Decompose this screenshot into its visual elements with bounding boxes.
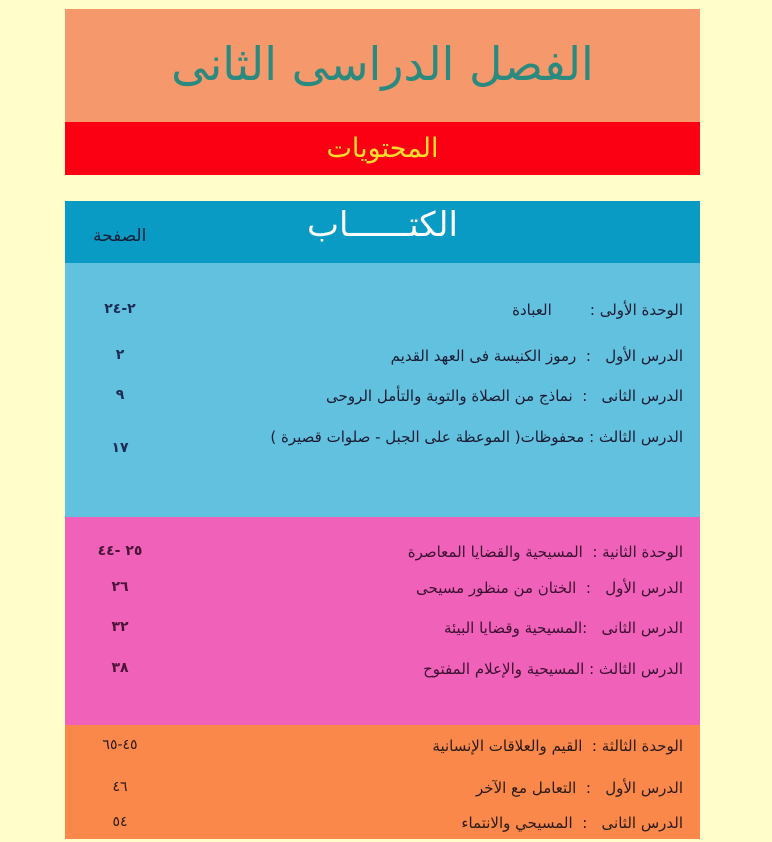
title-banner — [65, 9, 700, 122]
page-number: ٣٨ — [111, 660, 129, 676]
lesson-row[interactable] — [65, 347, 700, 375]
unit-title: الوحدة الأولى : العبادة — [512, 301, 683, 319]
unit-heading-row[interactable] — [65, 737, 700, 765]
lesson-row[interactable] — [65, 619, 700, 647]
unit-2-section — [65, 517, 700, 725]
lesson-title: الدرس الثالث : المسيحية والإعلام المفتوح — [423, 660, 683, 678]
page-range: ٢-٢٤ — [104, 301, 136, 317]
lesson-title: الدرس الثانى :المسيحية وقضايا البيئة — [443, 619, 683, 637]
contents-banner — [65, 122, 700, 175]
unit-3-section — [65, 725, 700, 839]
unit-title: الوحدة الثالثة : القيم والعلاقات الإنسانية — [432, 737, 683, 755]
lesson-row[interactable] — [65, 579, 700, 607]
page-range: ٢٥ -٤٤ — [97, 543, 143, 559]
lesson-title: الدرس الثانى : نماذج من الصلاة والتوبة والتأمل الروحى — [326, 387, 683, 405]
page-number: ٢٦ — [111, 579, 129, 595]
page-number: ١٧ — [111, 440, 129, 456]
unit-title: الوحدة الثانية : المسيحية والقضايا المعاصرة — [407, 543, 683, 561]
unit-heading-row[interactable] — [65, 543, 700, 571]
unit-heading-row[interactable] — [65, 301, 700, 329]
lesson-title: الدرس الثانى : المسيحي والانتماء — [461, 814, 683, 832]
contents-heading: المحتويات — [326, 133, 439, 164]
page-number: ٤٦ — [112, 779, 128, 795]
lesson-title: الدرس الأول : رموز الكنيسة فى العهد القديم — [390, 347, 683, 365]
page-column-heading: الصفحة — [93, 226, 147, 246]
book-column-heading: الكتــــــاب — [307, 205, 458, 245]
lesson-title: الدرس الأول : التعامل مع الآخر — [476, 779, 683, 797]
table-header — [65, 201, 700, 263]
lesson-row[interactable] — [65, 660, 700, 688]
page-title: الفصل الدراسى الثانى — [171, 36, 594, 91]
page-number: ٢ — [115, 347, 125, 363]
page-number: ٩ — [115, 387, 125, 403]
lesson-title: الدرس الأول : الختان من منظور مسيحى — [416, 579, 683, 597]
lesson-row[interactable] — [65, 428, 700, 456]
unit-1-section — [65, 263, 700, 517]
page-number: ٥٤ — [112, 814, 128, 830]
lesson-row[interactable] — [65, 387, 700, 415]
page-number: ٣٢ — [111, 619, 129, 635]
page-range: ٤٥-٦٥ — [102, 737, 138, 753]
lesson-title: الدرس الثالث : محفوظات( الموعظة على الجبل - صلوات قصيرة ) — [270, 428, 683, 446]
lesson-row[interactable] — [65, 779, 700, 807]
lesson-row[interactable] — [65, 814, 700, 842]
